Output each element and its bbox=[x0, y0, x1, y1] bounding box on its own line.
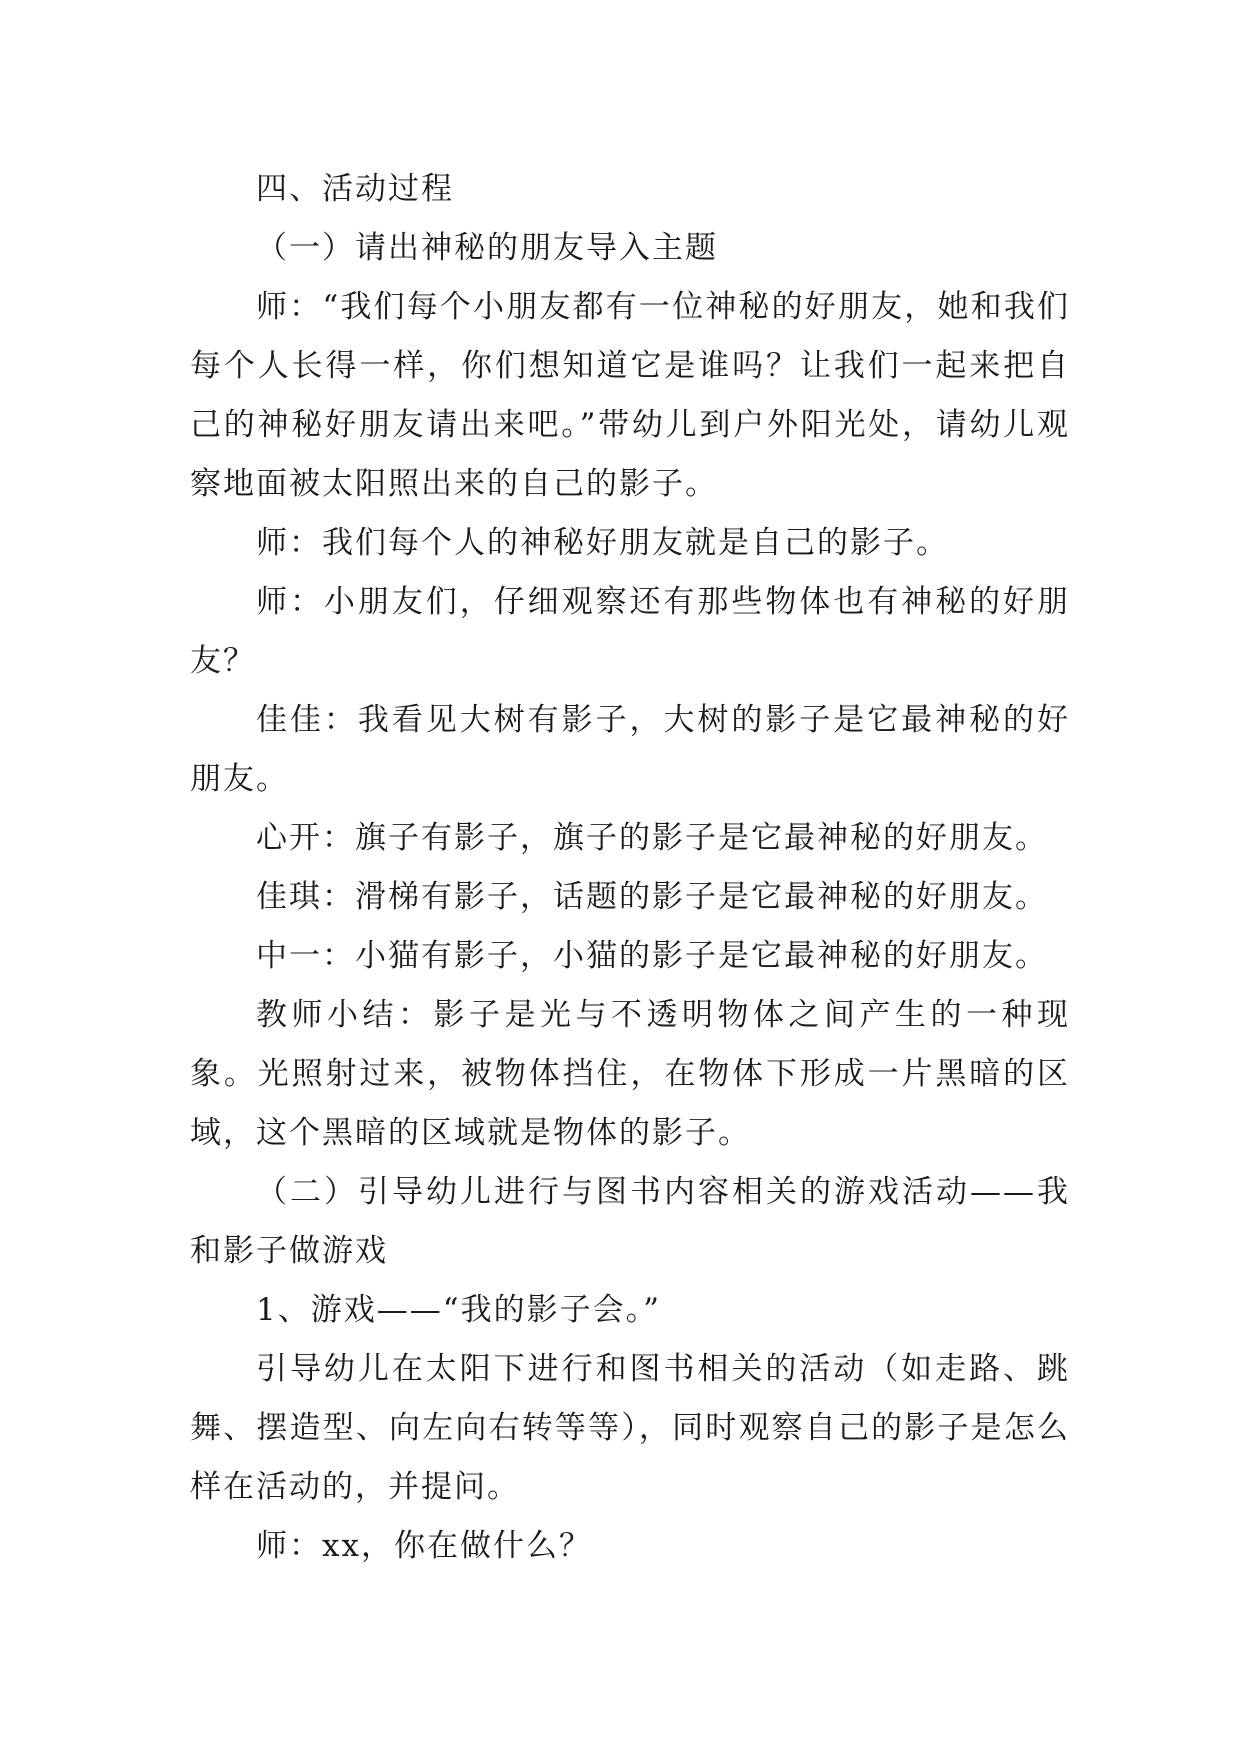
teacher-summary: 教师小结：影子是光与不透明物体之间产生的一种现象。光照射过来，被物体挡住，在物体下形成一片黑暗的区域，这个黑暗的区域就是物体的影子。 bbox=[190, 997, 1070, 1151]
teacher-dialogue: 师：xx，你在做什么？ bbox=[256, 1528, 592, 1564]
teacher-dialogue: 师：“我们每个小朋友都有一位神秘的好朋友，她和我们每个人长得一样，你们想知道它是谁吗？让我们一起来把自己的神秘好朋友请出来吧。”带幼儿到户外阳光处，请幼儿观察地面被太阳照出来的自己的影子。 bbox=[190, 289, 1070, 502]
document-body bbox=[190, 160, 1070, 1576]
section-heading: 四、活动过程 bbox=[256, 171, 454, 207]
subsection-heading: （二）引导幼儿进行与图书内容相关的游戏活动——我和影子做游戏 bbox=[190, 1174, 1070, 1269]
teacher-dialogue: 师：小朋友们，仔细观察还有那些物体也有神秘的好朋友？ bbox=[190, 584, 1070, 679]
game-title: 1、游戏——“我的影子会。” bbox=[256, 1292, 661, 1328]
subsection-heading: （一）请出神秘的朋友导入主题 bbox=[256, 230, 718, 266]
child-dialogue: 佳佳：我看见大树有影子，大树的影子是它最神秘的好朋友。 bbox=[190, 702, 1070, 797]
activity-description: 引导幼儿在太阳下进行和图书相关的活动（如走路、跳舞、摆造型、向左向右转等等），同时观察自己的影子是怎么样在活动的，并提问。 bbox=[190, 1351, 1070, 1505]
child-dialogue: 心开：旗子有影子，旗子的影子是它最神秘的好朋友。 bbox=[256, 820, 1048, 856]
teacher-dialogue: 师：我们每个人的神秘好朋友就是自己的影子。 bbox=[256, 525, 949, 561]
child-dialogue: 佳琪：滑梯有影子，话题的影子是它最神秘的好朋友。 bbox=[256, 879, 1048, 915]
child-dialogue: 中一：小猫有影子，小猫的影子是它最神秘的好朋友。 bbox=[256, 938, 1048, 974]
